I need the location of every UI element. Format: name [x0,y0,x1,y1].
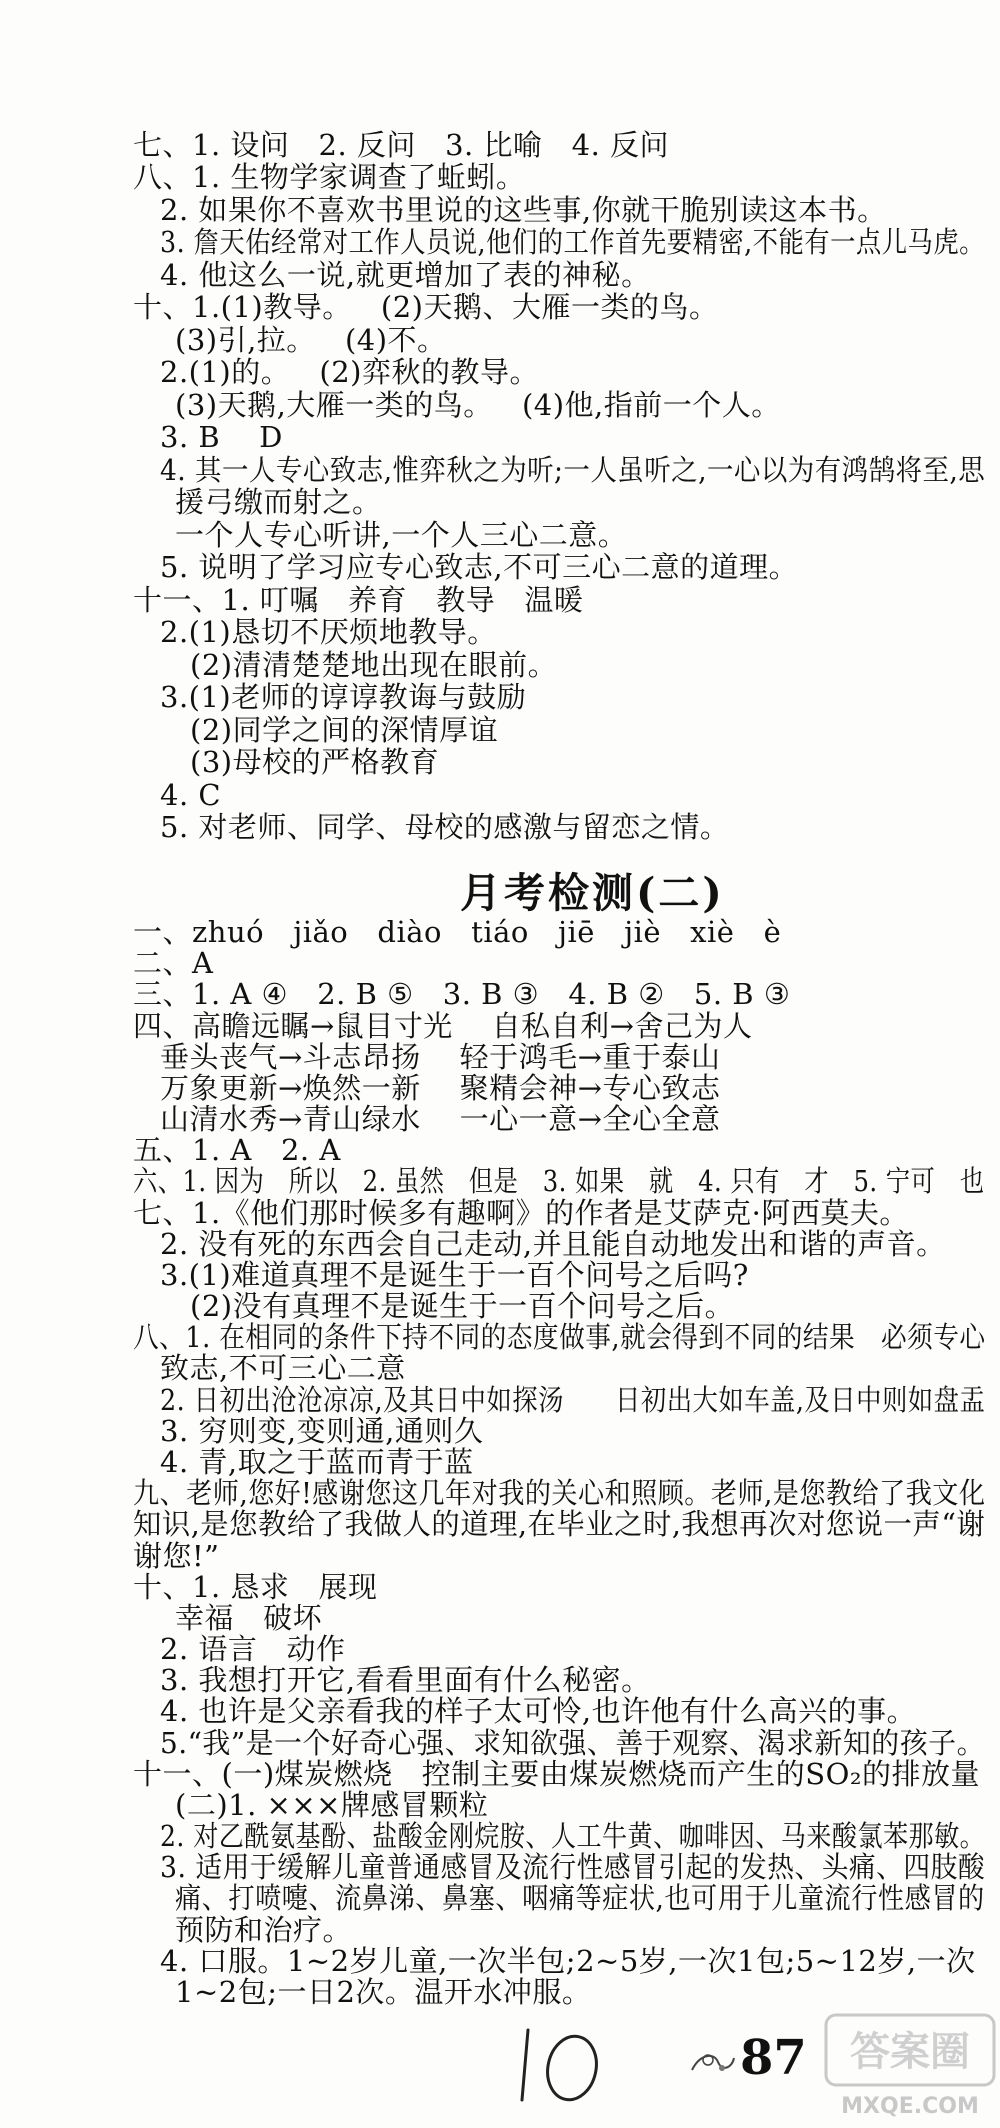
answer-line: (3)天鹅,大雁一类的鸟。 (4)他,指前一个人。 [175,388,781,422]
answer-line: 2. 语言 动作 [160,1632,346,1666]
answer-line: 3. 詹天佑经常对工作人员说,他们的工作首先要精密,不能有一点儿马虎。 [160,225,985,259]
answer-line: 3.(1)老师的谆谆教诲与鼓励 [160,680,527,714]
answer-line: 援弓缴而射之。 [175,485,382,519]
svg-text:MXQE.COM: MXQE.COM [841,2094,979,2119]
answer-line: 5. 说明了学习应专心致志,不可三心二意的道理。 [160,550,799,584]
answer-line: 2. 对乙酰氨基酚、盐酸金刚烷胺、人工牛黄、咖啡因、马来酸氯苯那敏。 [160,1819,986,1853]
answer-line: (2)同学之间的深情厚谊 [190,713,499,747]
answer-line: 4. 青,取之于蓝而青于蓝 [160,1445,474,1479]
watermark-logo [820,2005,1000,2124]
answer-line: 2. 如果你不喜欢书里说的这些事,你就干脆别读这本书。 [160,193,887,227]
answer-line: 1~2包;一日2次。温开水冲服。 [175,1975,592,2009]
answer-line: 知识,是您教给了我做人的道理,在毕业之时,我想再次对您说一声“谢 [133,1507,986,1541]
answer-line: (2)没有真理不是诞生于一百个问号之后。 [190,1289,735,1323]
answer-line: 2. 日初出沧沧凉凉,及其日中如探汤 日初出大如车盖,及日中则如盘盂 [160,1383,986,1417]
section-title: 月考检测(二) [460,869,725,917]
answer-line: 八、1. 生物学家调查了蚯蚓。 [133,160,526,194]
answer-line: 2.(1)的。 (2)弈秋的教导。 [160,355,539,389]
answer-line: 2.(1)恳切不厌烦地教导。 [160,615,497,649]
answer-line: 谢您!” [133,1539,220,1573]
answer-line: (2)清清楚楚地出现在眼前。 [190,648,558,682]
answer-line: 4. 其一人专心致志,惟弈秋之为听;一人虽听之,一心以为有鸿鹄将至,思 [160,453,986,487]
answer-line: 3.(1)难道真理不是诞生于一百个问号之后吗? [160,1258,749,1292]
answer-line: 十、1.(1)教导。 (2)天鹅、大雁一类的鸟。 [133,290,719,324]
answer-line: 万象更新→焕然一新 聚精会神→专心致志 [160,1071,721,1105]
answer-line: 垂头丧气→斗志昂扬 轻于鸿毛→重于泰山 [160,1040,721,1074]
flower-ornament-icon [688,2040,736,2084]
svg-text:答案圈: 答案圈 [850,2029,970,2075]
answer-line: (二)1. ×××牌感冒颗粒 [175,1788,489,1822]
answer-line: 八、1. 在相同的条件下持不同的态度做事,就会得到不同的结果 必须专心 [133,1320,986,1354]
answer-line: 4. 也许是父亲看我的样子太可怜,也许他有什么高兴的事。 [160,1694,917,1728]
answer-line: 一个人专心听讲,一个人三心二意。 [175,518,628,552]
answer-line: 七、1.《他们那时候多有趣啊》的作者是艾萨克·阿西莫夫。 [133,1196,909,1230]
answer-line: 二、A [133,946,214,980]
answer-line: (3)母校的严格教育 [190,745,440,779]
answer-line: 十、1. 恳求 展现 [133,1570,378,1604]
answer-line: 十一、(一)煤炭燃烧 控制主要由煤炭燃烧而产生的SO₂的排放量 [133,1757,981,1791]
answer-line: 九、老师,您好!感谢您这几年对我的关心和照顾。老师,是您教给了我文化 [133,1476,986,1510]
answer-line: 致志,不可三心二意 [160,1351,406,1385]
answer-line: (3)引,拉。 (4)不。 [175,323,447,357]
answer-line: 四、高瞻远瞩→鼠目寸光 自私自利→舍己为人 [133,1009,753,1043]
answer-line: 十一、1. 叮嘱 养育 教导 温暖 [133,583,584,617]
answer-line: 六、1. 因为 所以 2. 虽然 但是 3. 如果 就 4. 只有 才 5. 宁可 也 [133,1164,985,1198]
handwritten-mark [510,2008,620,2112]
answer-line: 预防和治疗。 [175,1913,353,1947]
answer-line: 5. 对老师、同学、母校的感激与留恋之情。 [160,810,730,844]
answer-line: 3. B D [160,420,283,454]
answer-line: 三、1. A ④ 2. B ⑤ 3. B ③ 4. B ② 5. B ③ [133,977,791,1011]
answer-line: 一、zhuó jiǎo diào tiáo jiē jiè xiè è [133,915,782,949]
answer-line: 4. C [160,778,222,812]
answer-line: 3. 穷则变,变则通,通则久 [160,1414,484,1448]
answer-line: 痛、打喷嚏、流鼻涕、鼻塞、咽痛等症状,也可用于儿童流行性感冒的 [175,1881,985,1915]
answer-line: 3. 我想打开它,看看里面有什么秘密。 [160,1663,651,1697]
answer-line: 七、1. 设问 2. 反问 3. 比喻 4. 反问 [133,128,670,162]
answer-line: 3. 适用于缓解儿童普通感冒及流行性感冒引起的发热、头痛、四肢酸 [160,1850,986,1884]
page-number: 87 [740,2030,807,2086]
answer-line: 2. 没有死的东西会自己走动,并且能自动地发出和谐的声音。 [160,1227,946,1261]
answer-line: 五、1. A 2. A [133,1133,341,1167]
answer-line: 4. 他这么一说,就更增加了表的神秘。 [160,258,651,292]
answer-line: 5.“我”是一个好奇心强、求知欲强、善于观察、渴求新知的孩子。 [160,1726,986,1760]
answer-line: 幸福 破坏 [175,1601,323,1635]
answer-line: 山清水秀→青山绿水 一心一意→全心全意 [160,1102,721,1136]
answer-line: 4. 口服。1~2岁儿童,一次半包;2~5岁,一次1包;5~12岁,一次 [160,1944,976,1978]
